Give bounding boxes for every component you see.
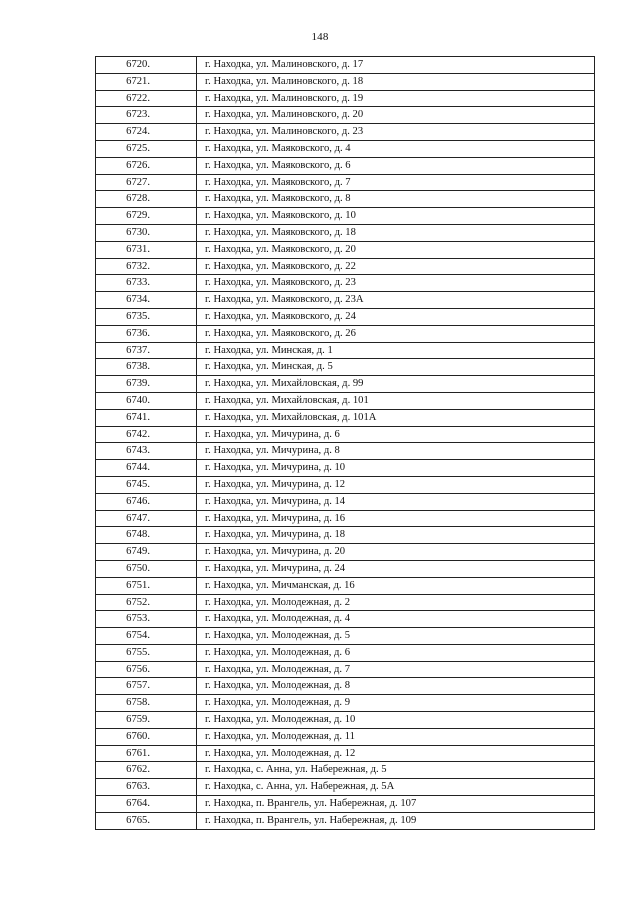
row-address: г. Находка, ул. Малиновского, д. 17 (197, 57, 595, 74)
table-row (96, 258, 595, 275)
table-row (96, 292, 595, 309)
row-address: г. Находка, ул. Михайловская, д. 101 (197, 392, 595, 409)
address-table-body (96, 57, 595, 830)
row-number: 6724. (96, 124, 197, 141)
table-row (96, 527, 595, 544)
row-number: 6742. (96, 426, 197, 443)
table-row (96, 661, 595, 678)
table-row (96, 124, 595, 141)
row-address: г. Находка, ул. Мичурина, д. 20 (197, 544, 595, 561)
table-row (96, 443, 595, 460)
row-number: 6749. (96, 544, 197, 561)
row-address: г. Находка, ул. Молодежная, д. 2 (197, 594, 595, 611)
row-address: г. Находка, ул. Молодежная, д. 5 (197, 628, 595, 645)
table-row (96, 560, 595, 577)
row-number: 6722. (96, 90, 197, 107)
table-row (96, 577, 595, 594)
row-number: 6746. (96, 493, 197, 510)
row-number: 6763. (96, 779, 197, 796)
table-row (96, 426, 595, 443)
row-number: 6725. (96, 140, 197, 157)
table-row (96, 342, 595, 359)
table-row (96, 796, 595, 813)
row-address: г. Находка, ул. Маяковского, д. 7 (197, 174, 595, 191)
row-address: г. Находка, ул. Михайловская, д. 101А (197, 409, 595, 426)
table-row (96, 140, 595, 157)
row-number: 6740. (96, 392, 197, 409)
row-address: г. Находка, ул. Молодежная, д. 4 (197, 611, 595, 628)
row-number: 6727. (96, 174, 197, 191)
table-row (96, 628, 595, 645)
row-number: 6728. (96, 191, 197, 208)
row-address: г. Находка, ул. Малиновского, д. 20 (197, 107, 595, 124)
table-row (96, 611, 595, 628)
row-address: г. Находка, ул. Молодежная, д. 11 (197, 728, 595, 745)
row-number: 6726. (96, 157, 197, 174)
table-row (96, 695, 595, 712)
row-address: г. Находка, ул. Маяковского, д. 23 (197, 275, 595, 292)
row-number: 6758. (96, 695, 197, 712)
row-address: г. Находка, ул. Мичурина, д. 10 (197, 460, 595, 477)
row-address: г. Находка, ул. Маяковского, д. 23А (197, 292, 595, 309)
row-number: 6765. (96, 812, 197, 829)
row-number: 6752. (96, 594, 197, 611)
row-number: 6753. (96, 611, 197, 628)
row-address: г. Находка, ул. Молодежная, д. 7 (197, 661, 595, 678)
row-address: г. Находка, ул. Мичурина, д. 24 (197, 560, 595, 577)
table-row (96, 409, 595, 426)
table-row (96, 241, 595, 258)
row-address: г. Находка, ул. Молодежная, д. 8 (197, 678, 595, 695)
row-number: 6759. (96, 712, 197, 729)
table-row (96, 208, 595, 225)
row-address: г. Находка, ул. Минская, д. 5 (197, 359, 595, 376)
row-number: 6737. (96, 342, 197, 359)
row-number: 6734. (96, 292, 197, 309)
row-number: 6756. (96, 661, 197, 678)
address-table (95, 56, 595, 830)
table-row (96, 476, 595, 493)
table-row (96, 392, 595, 409)
table-row (96, 90, 595, 107)
row-address: г. Находка, ул. Маяковского, д. 18 (197, 224, 595, 241)
table-row (96, 308, 595, 325)
row-number: 6754. (96, 628, 197, 645)
table-row (96, 191, 595, 208)
table-row (96, 73, 595, 90)
row-address: г. Находка, ул. Мичурина, д. 14 (197, 493, 595, 510)
row-number: 6729. (96, 208, 197, 225)
row-number: 6736. (96, 325, 197, 342)
table-row (96, 812, 595, 829)
table-row (96, 644, 595, 661)
row-address: г. Находка, ул. Малиновского, д. 19 (197, 90, 595, 107)
row-address: г. Находка, ул. Маяковского, д. 6 (197, 157, 595, 174)
row-address: г. Находка, ул. Молодежная, д. 12 (197, 745, 595, 762)
row-address: г. Находка, с. Анна, ул. Набережная, д. 5А (197, 779, 595, 796)
table-row (96, 493, 595, 510)
row-address: г. Находка, ул. Маяковского, д. 10 (197, 208, 595, 225)
row-number: 6721. (96, 73, 197, 90)
row-address: г. Находка, ул. Мичурина, д. 12 (197, 476, 595, 493)
row-number: 6757. (96, 678, 197, 695)
row-number: 6732. (96, 258, 197, 275)
table-row (96, 359, 595, 376)
table-row (96, 275, 595, 292)
row-number: 6750. (96, 560, 197, 577)
row-number: 6741. (96, 409, 197, 426)
table-row (96, 712, 595, 729)
row-address: г. Находка, ул. Мичурина, д. 16 (197, 510, 595, 527)
row-number: 6761. (96, 745, 197, 762)
row-number: 6762. (96, 762, 197, 779)
row-address: г. Находка, ул. Маяковского, д. 4 (197, 140, 595, 157)
table-row (96, 460, 595, 477)
row-address: г. Находка, ул. Молодежная, д. 6 (197, 644, 595, 661)
row-number: 6720. (96, 57, 197, 74)
row-number: 6739. (96, 376, 197, 393)
table-row (96, 57, 595, 74)
row-number: 6731. (96, 241, 197, 258)
table-row (96, 174, 595, 191)
table-row (96, 107, 595, 124)
row-address: г. Находка, ул. Маяковского, д. 26 (197, 325, 595, 342)
row-number: 6760. (96, 728, 197, 745)
row-address: г. Находка, ул. Маяковского, д. 24 (197, 308, 595, 325)
page-number: 148 (311, 31, 329, 43)
row-address: г. Находка, ул. Молодежная, д. 9 (197, 695, 595, 712)
table-row (96, 157, 595, 174)
table-row (96, 325, 595, 342)
table-row (96, 745, 595, 762)
row-address: г. Находка, ул. Малиновского, д. 18 (197, 73, 595, 90)
row-number: 6747. (96, 510, 197, 527)
row-address: г. Находка, ул. Мичурина, д. 18 (197, 527, 595, 544)
row-number: 6733. (96, 275, 197, 292)
table-row (96, 779, 595, 796)
row-number: 6755. (96, 644, 197, 661)
row-address: г. Находка, ул. Мичурина, д. 8 (197, 443, 595, 460)
row-number: 6735. (96, 308, 197, 325)
row-number: 6723. (96, 107, 197, 124)
row-number: 6743. (96, 443, 197, 460)
row-number: 6764. (96, 796, 197, 813)
row-address: г. Находка, с. Анна, ул. Набережная, д. 5 (197, 762, 595, 779)
row-number: 6751. (96, 577, 197, 594)
row-address: г. Находка, ул. Мичурина, д. 6 (197, 426, 595, 443)
row-address: г. Находка, ул. Михайловская, д. 99 (197, 376, 595, 393)
table-row (96, 594, 595, 611)
row-number: 6730. (96, 224, 197, 241)
table-row (96, 376, 595, 393)
row-number: 6745. (96, 476, 197, 493)
row-number: 6748. (96, 527, 197, 544)
table-row (96, 510, 595, 527)
row-address: г. Находка, ул. Маяковского, д. 8 (197, 191, 595, 208)
row-address: г. Находка, ул. Маяковского, д. 22 (197, 258, 595, 275)
row-address: г. Находка, ул. Малиновского, д. 23 (197, 124, 595, 141)
table-row (96, 762, 595, 779)
row-address: г. Находка, п. Врангель, ул. Набережная, д. 107 (197, 796, 595, 813)
row-address: г. Находка, ул. Молодежная, д. 10 (197, 712, 595, 729)
row-address: г. Находка, ул. Мичманская, д. 16 (197, 577, 595, 594)
row-address: г. Находка, ул. Маяковского, д. 20 (197, 241, 595, 258)
row-number: 6738. (96, 359, 197, 376)
table-row (96, 544, 595, 561)
table-row (96, 728, 595, 745)
table-row (96, 678, 595, 695)
row-number: 6744. (96, 460, 197, 477)
row-address: г. Находка, п. Врангель, ул. Набережная, д. 109 (197, 812, 595, 829)
table-row (96, 224, 595, 241)
row-address: г. Находка, ул. Минская, д. 1 (197, 342, 595, 359)
